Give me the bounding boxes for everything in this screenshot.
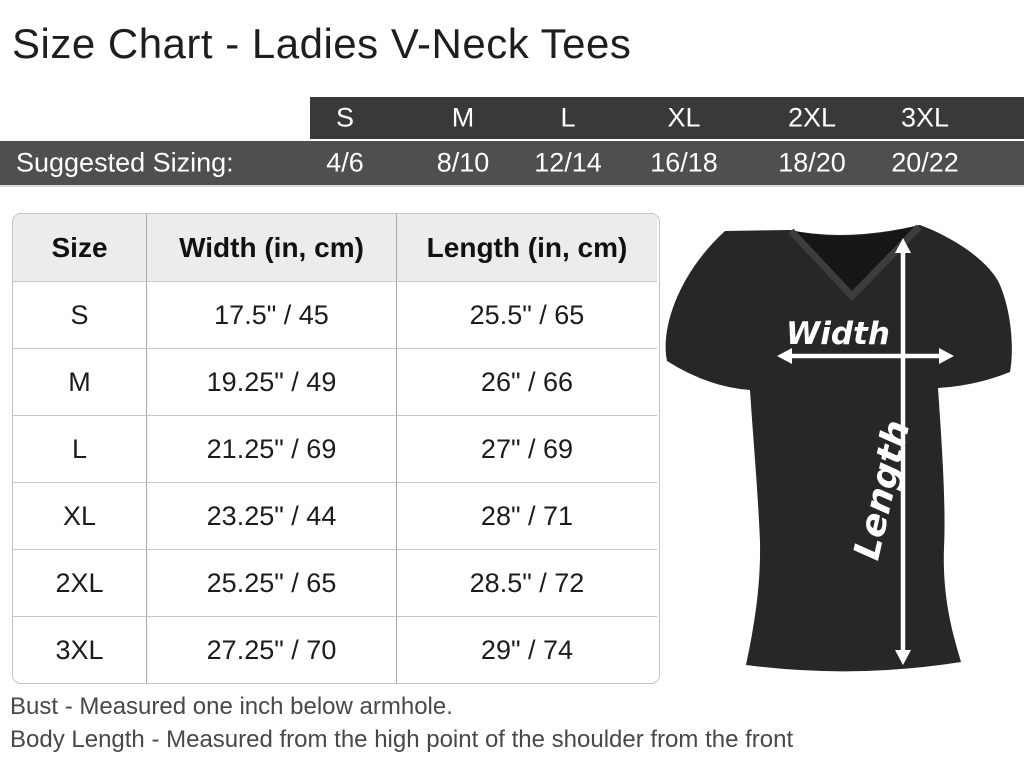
table-cell-size: S: [13, 281, 146, 348]
size-header: L: [560, 102, 576, 133]
table-cell-width: 27.25" / 70: [146, 616, 396, 683]
table-cell-width: 21.25" / 69: [146, 415, 396, 482]
measurements-table: [12, 213, 660, 684]
suggested-sizing-label: Suggested Sizing:: [16, 147, 234, 178]
suggested-size-value: 20/22: [891, 147, 959, 178]
table-cell-length: 25.5" / 65: [396, 281, 657, 348]
table-cell-width: 25.25" / 65: [146, 549, 396, 616]
suggested-size-value: 16/18: [650, 147, 718, 178]
size-header: S: [335, 102, 355, 133]
table-cell-length: 29" / 74: [396, 616, 657, 683]
table-cell-size: 3XL: [13, 616, 146, 683]
table-cell-length: 27" / 69: [396, 415, 657, 482]
note-bust: Bust - Measured one inch below armhole.: [10, 693, 453, 720]
width-arrow-label: Width: [786, 316, 890, 352]
suggested-sizing-bar: [0, 141, 1024, 187]
size-header: 3XL: [900, 102, 950, 133]
table-cell-width: 23.25" / 44: [146, 482, 396, 549]
sizes-header-bar: [310, 97, 1024, 139]
size-header: M: [451, 102, 475, 133]
table-cell-size: L: [13, 415, 146, 482]
tshirt-graphic: [660, 200, 1024, 700]
measurement-notes: [10, 690, 793, 756]
column-header-size: Size: [13, 214, 146, 281]
table-cell-length: 26" / 66: [396, 348, 657, 415]
tshirt-diagram: [660, 200, 1024, 700]
table-cell-size: XL: [13, 482, 146, 549]
table-cell-width: 19.25" / 49: [146, 348, 396, 415]
table-cell-size: 2XL: [13, 549, 146, 616]
suggested-size-value: 12/14: [534, 147, 602, 178]
size-header: 2XL: [787, 102, 837, 133]
length-arrow-label: Length: [846, 416, 919, 564]
table-cell-size: M: [13, 348, 146, 415]
size-header: XL: [667, 102, 701, 133]
table-cell-length: 28" / 71: [396, 482, 657, 549]
suggested-size-value: 8/10: [436, 147, 490, 178]
suggested-size-value: 18/20: [778, 147, 846, 178]
column-header-length: Length (in, cm): [396, 214, 657, 281]
suggested-size-value: 4/6: [326, 147, 364, 178]
column-header-width: Width (in, cm): [146, 214, 396, 281]
page-title: Size Chart - Ladies V-Neck Tees: [12, 20, 632, 67]
tshirt-body: [666, 225, 1012, 671]
table-cell-length: 28.5" / 72: [396, 549, 657, 616]
note-body-length: Body Length - Measured from the high point of the shoulder from the front: [10, 726, 794, 753]
table-cell-width: 17.5" / 45: [146, 281, 396, 348]
